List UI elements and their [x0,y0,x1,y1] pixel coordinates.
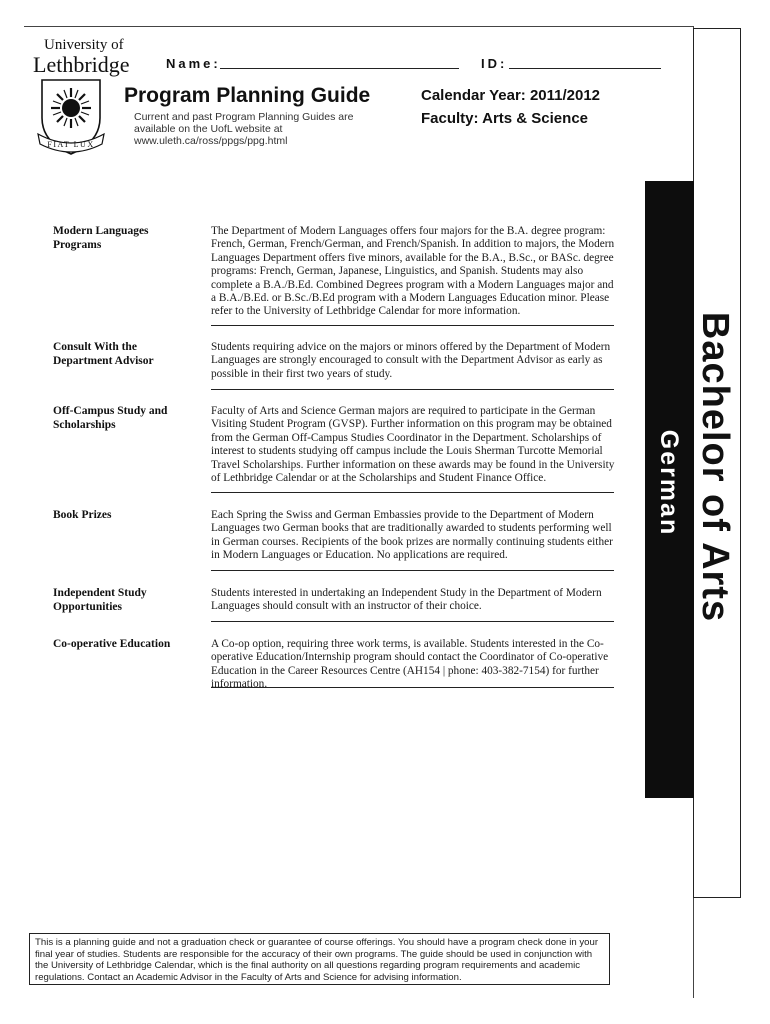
section-body: Students requiring advice on the majors or minors offered by the Department of Modern Languages are strongly encouraged to consult with the Department Advisor as early as possible in their first two years of study. [211,341,611,380]
section-body: A Co-op option, requiring three work terms, is available. Students interested in the Co-operative Education/Internship program should contact the Coordinator of Co-operative Education in the Career Resources Centre (AH154 | phone: 403-382-7154) for further information. [211,638,609,691]
university-crest-icon [36,78,106,158]
disclaimer-box [29,933,610,985]
section-divider [211,621,614,622]
section-label: Modern Languages Programs [53,225,149,251]
university-name-line1: University of [44,37,124,53]
section-body: Each Spring the Swiss and German Embassies provide to the Department of Modern Languages two German books that are traditionally awarded to students performing well in German courses. Recipients of the book prizes are normally continuing students either in Modern Languages or Education. No applications are required. [211,509,613,562]
section-label: Co-operative Education [53,638,171,650]
faculty: Faculty: Arts & Science [421,110,588,127]
id-field[interactable] [509,68,661,69]
section-divider [211,492,614,493]
section-label: Independent Study Opportunities [53,587,147,613]
id-label: ID: [481,56,508,71]
name-label: Name: [166,56,221,71]
section-divider [211,687,614,688]
degree-title: Bachelor of Arts [694,311,736,623]
svg-text:FIAT LUX: FIAT LUX [47,140,95,149]
calendar-year: Calendar Year: 2011/2012 [421,87,601,104]
section-label: Off-Campus Study and Scholarships [53,405,168,431]
section-body: The Department of Modern Languages offers four majors for the B.A. degree program: French, German, French/German, and French/Spanish. In addition to majors, the Modern Languages Department offers five minors, available for the B.A., B.Sc., or BASc. degree programs: French, German, Japanese, Linguistics, and Spanish. Students may also complete a B.A./B.Ed. Combined Degrees program with a Modern Languages major and a B.A./B.Ed. or B.Sc./B.Ed program with a Modern Languages Education minor. Please refer to the University of Lethbridge Calendar for more information. [211,225,615,318]
program-title: German [655,429,683,537]
section-body: Students interested in undertaking an Independent Study in the Department of Modern Languages should consult with an instructor of their choice. [211,587,602,613]
university-name-line2: Lethbridge [33,52,130,77]
page-title: Program Planning Guide [124,84,371,107]
section-body: Faculty of Arts and Science German majors are required to participate in the German Visiting Student Program (GVSP). Further information on this program may be obtained from the German Off-Campus Studies Coordinator in the Department. Scholarships of interest to students studying off campus include the Louis Sherman Turcotte Memorial Travel Scholarships. Further information on these awards may be found in the University of Lethbridge Calendar or at the Scholarships and Student Finance Office. [211,405,615,485]
disclaimer-text: This is a planning guide and not a graduation check or guarantee of course offerings. You should have a program check done in your final year of studies. Students are responsible for the accuracy of their own programs. The guide should be used in conjunction with the University of Lethbridge Calendar, which is the final authority on all questions regarding program requirements and academic regulations. Contact an Academic Advisor in the Faculty of Arts and Science for advising information. [35,937,599,983]
section-label: Book Prizes [53,509,112,521]
guide-availability-note: Current and past Program Planning Guides are available on the UofL website at www.uleth.ca/ross/ppgs/ppg.html [134,111,354,147]
section-divider [211,325,614,326]
section-divider [211,570,614,571]
section-label: Consult With the Department Advisor [53,341,154,367]
name-field[interactable] [220,68,459,69]
section-divider [211,389,614,390]
